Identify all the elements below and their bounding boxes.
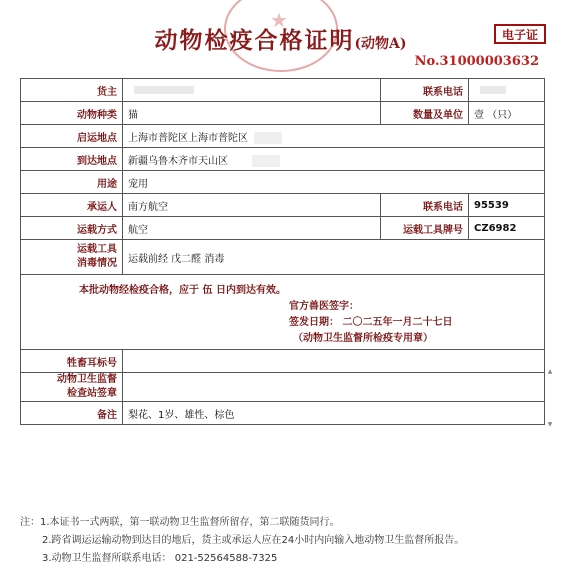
- redacted-block: [134, 86, 194, 94]
- dest-label: 到达地点: [21, 148, 123, 171]
- origin-text: 上海市普陀区上海市普陀区: [128, 132, 248, 144]
- station-label: [21, 373, 123, 402]
- redacted-block: [252, 155, 280, 167]
- validity-text: 本批动物经检疫合格，应于 伍 日内到达有效。: [79, 285, 286, 296]
- contact1-label: 联系电话: [381, 79, 469, 102]
- qty-value: 壹 （只）: [469, 102, 545, 125]
- remark-label: 备注: [21, 402, 123, 425]
- vehicle-text: CZ6982: [474, 222, 517, 234]
- vehicle-label: 运载工具牌号: [381, 217, 469, 240]
- species-label: 动物种类: [21, 102, 123, 125]
- dest-value: [123, 148, 545, 171]
- row-species: [21, 102, 545, 125]
- certificate-number: No.31000003632: [414, 54, 539, 69]
- species-value: 猫: [123, 102, 381, 125]
- owner-label: 货主: [21, 79, 123, 102]
- transport-label: 运载方式: [21, 217, 123, 240]
- row-ear-tag: [21, 350, 545, 373]
- carrier-label: 承运人: [21, 194, 123, 217]
- footnotes: [20, 514, 464, 568]
- redacted-block: [254, 132, 282, 144]
- row-owner: [21, 79, 545, 102]
- station-label-line2: 检查站签章: [67, 388, 117, 399]
- contact2-text: 95539: [474, 199, 509, 211]
- ear-label: 牲畜耳标号: [21, 350, 123, 373]
- contact1-value: [469, 79, 545, 102]
- origin-label: 启运地点: [21, 125, 123, 148]
- vehicle-value: [469, 217, 545, 240]
- contact2-value: [469, 194, 545, 217]
- certificate-table: [20, 78, 545, 425]
- stamp-text: （动物卫生监督所检疫专用章）: [293, 333, 433, 344]
- ear-value[interactable]: [123, 350, 545, 373]
- title-main: 动物检疫合格证明: [154, 27, 355, 54]
- row-carrier: [21, 194, 545, 217]
- use-value: 宠用: [123, 171, 545, 194]
- certificate-title: [0, 22, 561, 55]
- row-origin: [21, 125, 545, 148]
- row-disinfect: [21, 240, 545, 275]
- validity-cell: [21, 275, 545, 350]
- note-3: 3.动物卫生监督所联系电话： 021-52564588-7325: [42, 553, 278, 564]
- validity-box: [21, 275, 544, 349]
- disinfect-label: [21, 240, 123, 275]
- row-dest: [21, 148, 545, 171]
- carrier-value: 南方航空: [123, 194, 381, 217]
- station-label-line1: 动物卫生监督: [57, 374, 117, 385]
- station-value: [123, 373, 545, 402]
- row-use: [21, 171, 545, 194]
- row-validity: [21, 275, 545, 350]
- remark-value: 梨花、1岁、雄性、棕色: [123, 402, 545, 425]
- title-sub: (动物A): [354, 36, 407, 52]
- dest-text: 新疆乌鲁木齐市天山区: [128, 155, 228, 167]
- contact2-label: 联系电话: [381, 194, 469, 217]
- owner-value: [123, 79, 381, 102]
- sign-date: 签发日期： 二〇二五年一月二十七日: [289, 317, 453, 328]
- vet-sign-label: 官方兽医签字：: [289, 301, 359, 312]
- redacted-block: [480, 86, 506, 94]
- disinfect-label-line2: 消毒情况: [77, 258, 117, 269]
- origin-value: [123, 125, 545, 148]
- note-2: 2.跨省调运运输动物到达目的地后，货主或承运人应在24小时内向输入地动物卫生监督所报告。: [42, 535, 465, 546]
- scroll-up-icon[interactable]: ▲: [547, 368, 553, 375]
- ear-tag-scrollbar[interactable]: [546, 368, 554, 428]
- disinfect-value: 运载前经 戊二醛 消毒: [123, 240, 545, 275]
- use-label: 用途: [21, 171, 123, 194]
- row-station: [21, 373, 545, 402]
- disinfect-label-line1: 运载工具: [77, 244, 117, 255]
- transport-value: 航空: [123, 217, 381, 240]
- scroll-down-icon[interactable]: ▼: [547, 421, 553, 428]
- seal-star-icon: ★: [270, 8, 288, 32]
- qty-label: 数量及单位: [381, 102, 469, 125]
- electronic-cert-badge: 电子证: [494, 24, 546, 44]
- row-transport: [21, 217, 545, 240]
- note-1: 注：1.本证书一式两联，第一联动物卫生监督所留存，第二联随货同行。: [20, 517, 340, 528]
- row-remark: [21, 402, 545, 425]
